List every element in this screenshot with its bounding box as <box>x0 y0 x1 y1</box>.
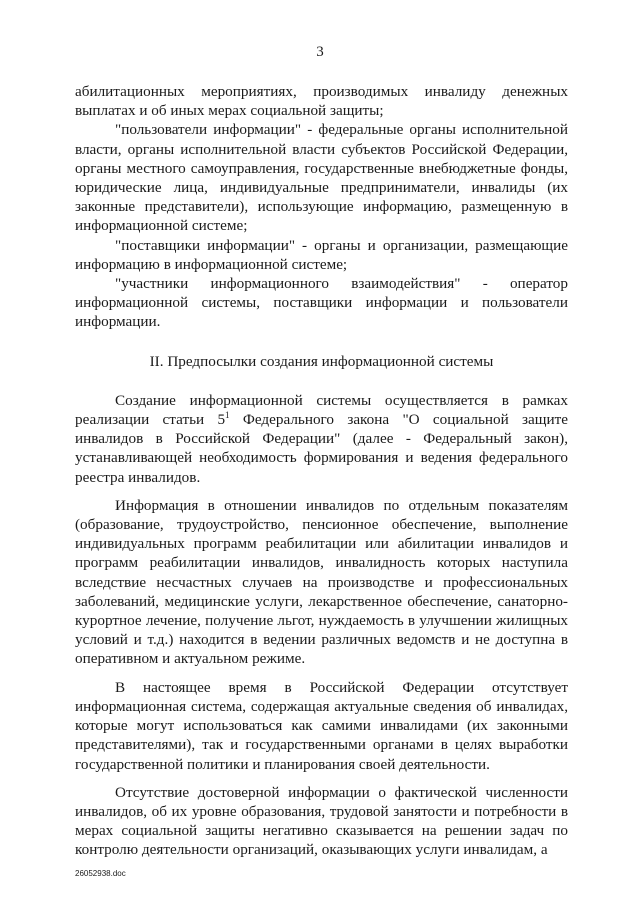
paragraph-creation-basis-text-end: Федерального закона "О социальной защите инвалидов в Российской Федерации" (далее - Федеральный закон), устанавливающей необходимость формирования и ведения федерального реестра инвалидов. <box>75 411 568 486</box>
paragraph-lack-of-information: Отсутствие достоверной информации о фактической численности инвалидов, об их уровне образования, трудовой занятости и потребности в мерах социальной защиты негативно сказывается на решении задач по контролю деятельности организаций, оказывающих услуги инвалидам, а <box>75 783 568 859</box>
paragraph-users-definition: "пользователи информации" - федеральные органы исполнительной власти, органы исполнительной власти субъектов Российской Федерации, органы местного самоуправления, государственные внебюджетные фонды, юридические лица, индивидуальные предприниматели, инвалиды (их законные представители), использующие информацию, размещенную в информационной системе; <box>75 121 568 235</box>
document-body <box>75 82 568 860</box>
paragraph-creation-basis <box>75 391 568 487</box>
paragraph-information-indicators: Информация в отношении инвалидов по отдельным показателям (образование, трудоустройство, пенсионное обеспечение, выполнение индивидуальных программ реабилитации или абилитации инвалидов и программ реабилитации инвалидов, инвалидность которых наступила вследствие несчастных случаев на производстве и профессиональных заболеваний, медицинские услуги, лекарственное обеспечение, санаторно-курортное лечение, получение льгот, нуждаемость в улучшении жилищных условий и т.д.) находится в ведении различных ведомств и не доступна в оперативном и актуальном режиме. <box>75 496 568 668</box>
section-heading: II. Предпосылки создания информационной системы <box>149 352 494 370</box>
paragraph-providers-definition: "поставщики информации" - органы и организации, размещающие информацию в информационной системе; <box>75 236 568 273</box>
paragraph-participants-definition: "участники информационного взаимодействия" - оператор информационной системы, поставщики информации и пользователи информации. <box>75 275 568 331</box>
paragraph-continuation: абилитационных мероприятиях, производимых инвалиду денежных выплатах и об иных мерах социальной защиты; <box>75 83 568 120</box>
paragraph-creation-basis-text-start: Создание информационной системы осуществляется в рамках реализации статьи 5 <box>75 391 568 429</box>
article-superscript: 1 <box>225 410 230 421</box>
page-number: 3 <box>316 44 324 60</box>
footer-filename: 26052938.doc <box>75 869 126 878</box>
paragraph-no-system: В настоящее время в Российской Федерации отсутствует информационная система, содержащая актуальные сведения об инвалидах, которые могут использоваться как самими инвалидами (их законными представителями), так и государственными органами в целях выработки государственной политики и планирования своей деятельности. <box>75 678 568 773</box>
